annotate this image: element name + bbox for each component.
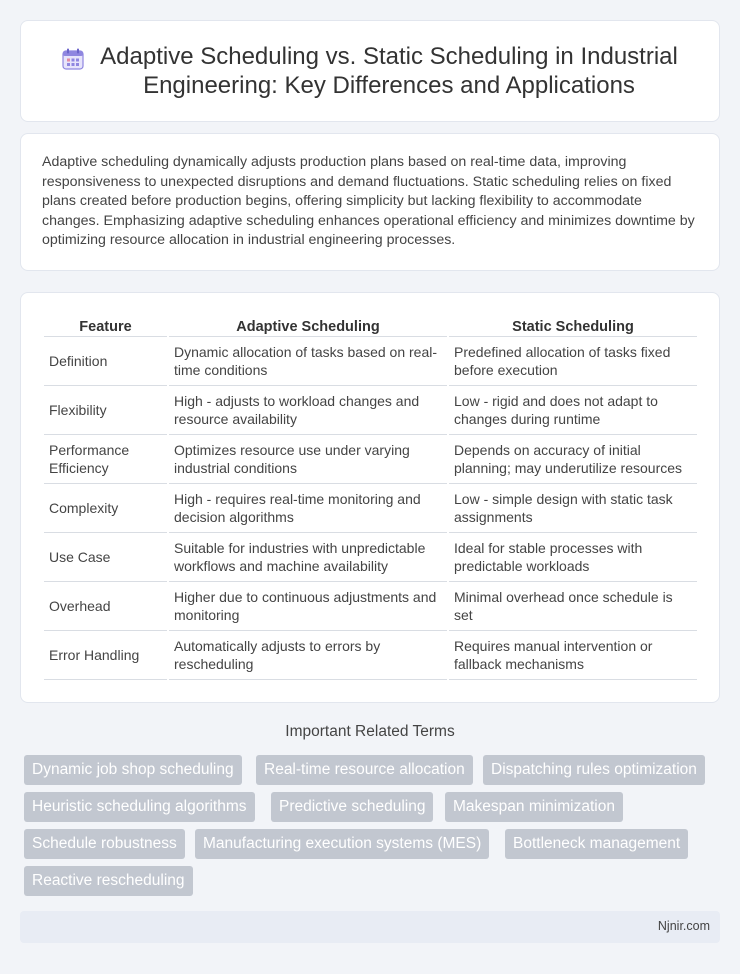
footer-site[interactable]: Njnir.com [657,919,710,933]
comparison-table [42,315,699,680]
related-terms-title: Important Related Terms [285,723,455,740]
calendar-icon [61,47,85,71]
table-row [44,533,697,582]
adaptive-cell: Higher due to continuous adjustments and monitoring [169,582,447,631]
adaptive-cell: High - adjusts to workload changes and resource availability [169,386,447,435]
related-term-tag[interactable]: Makespan minimization [445,792,623,822]
feature-cell: Flexibility [44,386,167,435]
footer [20,911,720,943]
comparison-table-card [20,292,720,703]
feature-cell: Definition [44,337,167,386]
related-term-tag[interactable]: Heuristic scheduling algorithms [24,792,255,822]
table-row [44,484,697,533]
static-cell: Depends on accuracy of initial planning; may underutilize resources [449,435,697,484]
feature-cell: Error Handling [44,631,167,680]
header-feature: Feature [44,315,167,337]
table-row [44,337,697,386]
feature-cell: Complexity [44,484,167,533]
static-cell: Low - simple design with static task assignments [449,484,697,533]
related-term-tag[interactable]: Reactive rescheduling [24,866,193,896]
summary-text: Adaptive scheduling dynamically adjusts production plans based on real-time data, improving responsiveness to unexpected disruptions and demand fluctuations. Static scheduling relies on fixed plans created before production begins, offering simplicity but lacking flexibility to accommodate changes. Emphasizing adaptive scheduling enhances operational efficiency and minimizes downtime by optimizing resource allocation in industrial engineering processes. [42,154,695,249]
header-adaptive: Adaptive Scheduling [169,315,447,337]
header-static: Static Scheduling [449,315,697,337]
static-cell: Predefined allocation of tasks fixed before execution [449,337,697,386]
related-term-tag[interactable]: Predictive scheduling [271,792,433,822]
related-term-tag[interactable]: Real-time resource allocation [256,755,473,785]
table-row [44,386,697,435]
static-cell: Ideal for stable processes with predictable workloads [449,533,697,582]
feature-cell: Overhead [44,582,167,631]
adaptive-cell: Dynamic allocation of tasks based on real-time conditions [169,337,447,386]
adaptive-cell: Suitable for industries with unpredictable workflows and machine availability [169,533,447,582]
title-card [20,20,720,122]
static-cell: Low - rigid and does not adapt to changes during runtime [449,386,697,435]
table-row [44,435,697,484]
related-term-tag[interactable]: Bottleneck management [505,829,688,859]
summary-card [20,133,720,271]
page-title: Adaptive Scheduling vs. Static Scheduling in Industrial Engineering: Key Differences and Applications [100,43,678,99]
table-header-row [44,315,697,337]
related-term-tag[interactable]: Dynamic job shop scheduling [24,755,242,785]
adaptive-cell: Optimizes resource use under varying industrial conditions [169,435,447,484]
table-row [44,582,697,631]
feature-cell: Use Case [44,533,167,582]
table-row [44,631,697,680]
related-term-tag[interactable]: Dispatching rules optimization [483,755,705,785]
feature-cell: Performance Efficiency [44,435,167,484]
static-cell: Minimal overhead once schedule is set [449,582,697,631]
adaptive-cell: High - requires real-time monitoring and decision algorithms [169,484,447,533]
adaptive-cell: Automatically adjusts to errors by rescheduling [169,631,447,680]
static-cell: Requires manual intervention or fallback mechanisms [449,631,697,680]
related-term-tag[interactable]: Manufacturing execution systems (MES) [195,829,489,859]
related-term-tag[interactable]: Schedule robustness [24,829,185,859]
